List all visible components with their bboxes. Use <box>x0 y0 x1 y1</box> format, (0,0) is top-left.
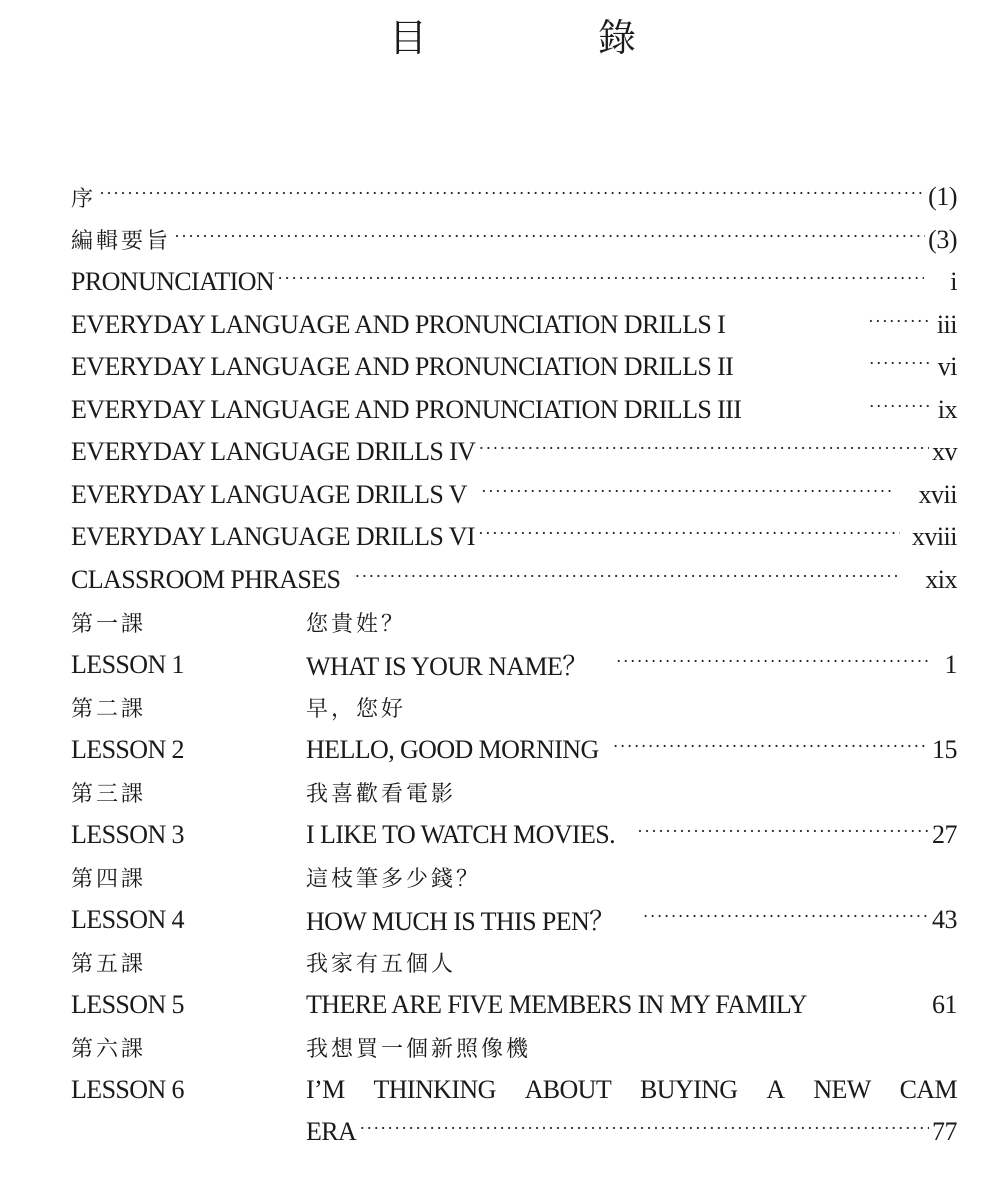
lesson-5-zh[interactable] <box>71 941 957 984</box>
toc-entry-drills-2[interactable] <box>71 346 957 389</box>
lesson-title-zh: 我家有五個人 <box>306 951 457 977</box>
dot-leader <box>277 269 924 295</box>
page-number: xv <box>932 437 957 467</box>
entry-label: EVERYDAY LANGUAGE AND PRONUNCIATION DRILLS II <box>71 352 734 382</box>
page-number: iii <box>936 309 957 339</box>
lesson-3-en[interactable] <box>71 814 957 857</box>
lesson-number-zh: 第四課 <box>71 866 147 892</box>
page-number: 27 <box>932 819 957 849</box>
dot-leader <box>354 567 899 593</box>
page-number: 61 <box>932 989 957 1019</box>
lesson-title-en: HOW MUCH IS THIS PEN？ <box>306 907 615 937</box>
dot-leader <box>868 312 930 338</box>
dot-leader <box>481 482 893 508</box>
entry-label: 編輯要旨 <box>71 229 172 255</box>
lesson-6-en-continued[interactable] <box>71 1111 957 1154</box>
page-number: (1) <box>928 182 957 212</box>
entry-label: PRONUNCIATION <box>71 267 275 297</box>
lesson-2-zh[interactable] <box>71 686 957 729</box>
table-of-contents <box>71 176 957 1154</box>
toc-entry-drills-5[interactable] <box>71 474 957 517</box>
lesson-number-en: LESSON 5 <box>71 989 184 1019</box>
page-number: vi <box>937 352 957 382</box>
entry-label: EVERYDAY LANGUAGE DRILLS V <box>71 479 467 509</box>
page-number: xix <box>925 564 957 594</box>
dot-leader <box>643 907 929 933</box>
dot-leader <box>174 227 925 253</box>
toc-entry-preface[interactable] <box>71 176 957 219</box>
page-number: 15 <box>932 734 957 764</box>
lesson-number-en: LESSON 1 <box>71 649 184 679</box>
title-char-2: 錄 <box>598 16 637 60</box>
lesson-number-en: LESSON 2 <box>71 734 184 764</box>
toc-entry-drills-4[interactable] <box>71 431 957 474</box>
page-number: xvii <box>918 479 957 509</box>
lesson-title-en: HELLO, GOOD MORNING <box>306 734 599 764</box>
dot-leader <box>359 1119 929 1145</box>
lesson-4-en[interactable] <box>71 899 957 942</box>
entry-label: EVERYDAY LANGUAGE AND PRONUNCIATION DRILLS I <box>71 309 726 339</box>
entry-label: EVERYDAY LANGUAGE DRILLS IV <box>71 437 476 467</box>
lesson-number-en: LESSON 3 <box>71 819 184 849</box>
dot-leader <box>613 737 929 763</box>
lesson-6-zh[interactable] <box>71 1026 957 1069</box>
dot-leader <box>869 397 931 423</box>
lesson-title-zh: 我想買一個新照像機 <box>306 1036 532 1062</box>
title-char-1: 目 <box>389 16 428 60</box>
lesson-title-en-line-1: I’M THINKING ABOUT BUYING A NEW CAM <box>306 1074 957 1104</box>
page-number: xviii <box>911 522 957 552</box>
page-number: i <box>950 267 957 297</box>
lesson-number-zh: 第五課 <box>71 951 147 977</box>
page-title <box>0 8 991 68</box>
toc-entry-editorial-notes[interactable] <box>71 219 957 262</box>
lesson-number-zh: 第六課 <box>71 1036 147 1062</box>
lesson-number-zh: 第二課 <box>71 696 147 722</box>
page-number: (3) <box>928 224 957 254</box>
lesson-title-zh: 早，您好 <box>306 696 407 722</box>
lesson-title-zh: 這枝筆多少錢？ <box>306 866 482 892</box>
lesson-number-zh: 第三課 <box>71 781 147 807</box>
dot-leader <box>478 524 900 550</box>
dot-leader <box>637 822 929 848</box>
lesson-number-zh: 第一課 <box>71 611 147 637</box>
toc-entry-drills-3[interactable] <box>71 389 957 432</box>
page-number: 77 <box>932 1117 957 1147</box>
page-number: 43 <box>932 904 957 934</box>
lesson-number-en: LESSON 6 <box>71 1074 184 1104</box>
lesson-title-en-line-2: ERA <box>306 1117 357 1147</box>
lesson-number-en: LESSON 4 <box>71 904 184 934</box>
lesson-title-zh: 您貴姓？ <box>306 611 407 637</box>
dot-leader <box>869 354 931 380</box>
entry-label: CLASSROOM PHRASES <box>71 564 341 594</box>
lesson-title-en: WHAT IS YOUR NAME？ <box>306 652 588 682</box>
lesson-4-zh[interactable] <box>71 856 957 899</box>
toc-entry-pronunciation[interactable] <box>71 261 957 304</box>
dot-leader <box>616 652 931 678</box>
entry-label: EVERYDAY LANGUAGE AND PRONUNCIATION DRILLS III <box>71 394 742 424</box>
lesson-1-en[interactable] <box>71 644 957 687</box>
dot-leader <box>99 184 925 210</box>
toc-entry-drills-6[interactable] <box>71 516 957 559</box>
page-number: ix <box>937 394 957 424</box>
page-number: 1 <box>944 649 957 679</box>
lesson-1-zh[interactable] <box>71 601 957 644</box>
entry-label: EVERYDAY LANGUAGE DRILLS VI <box>71 522 475 552</box>
lesson-title-en: THERE ARE FIVE MEMBERS IN MY FAMILY <box>306 989 807 1019</box>
lesson-3-zh[interactable] <box>71 771 957 814</box>
lesson-2-en[interactable] <box>71 729 957 772</box>
lesson-title-en: I LIKE TO WATCH MOVIES. <box>306 819 616 849</box>
toc-entry-classroom-phrases[interactable] <box>71 559 957 602</box>
lesson-5-en[interactable] <box>71 984 957 1027</box>
lesson-title-zh: 我喜歡看電影 <box>306 781 457 807</box>
dot-leader <box>478 439 929 465</box>
toc-entry-drills-1[interactable] <box>71 304 957 347</box>
entry-label: 序 <box>71 186 97 212</box>
lesson-6-en[interactable] <box>71 1069 957 1112</box>
